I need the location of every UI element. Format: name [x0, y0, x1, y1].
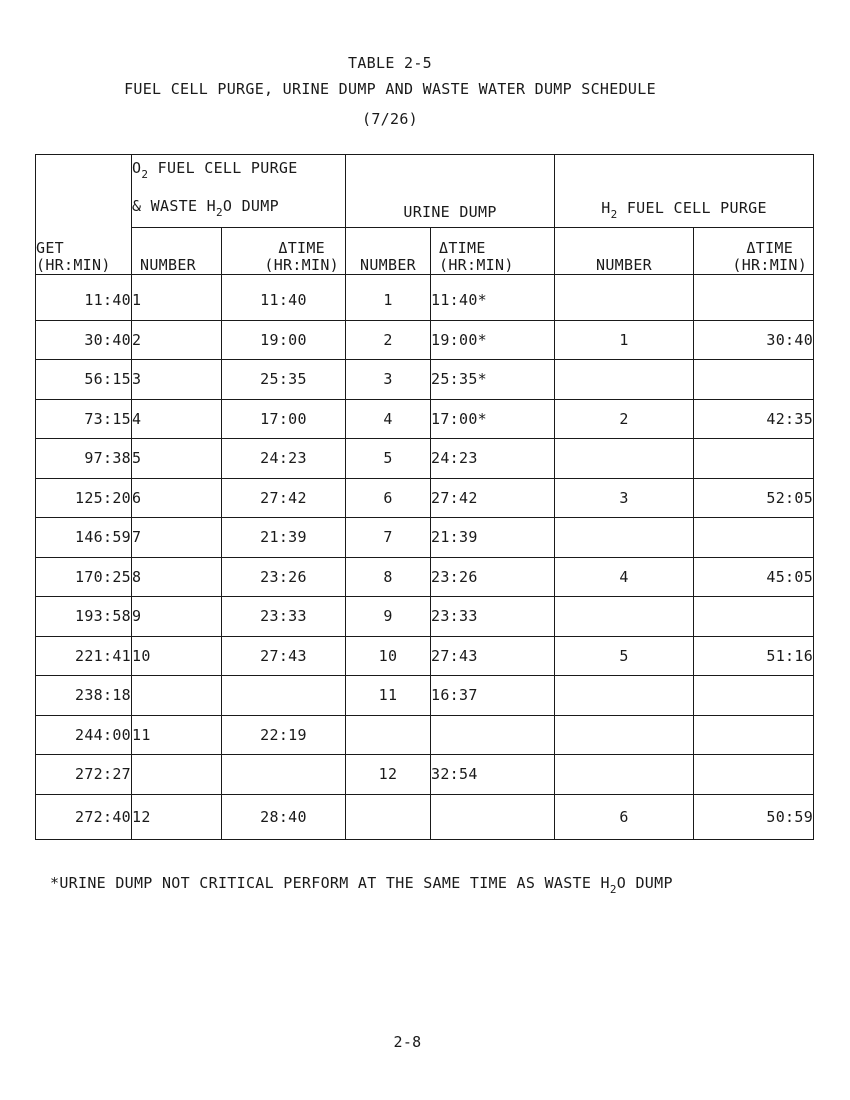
- o2-dtime-cell: 27:42: [222, 478, 346, 518]
- h2-number-header: NUMBER: [555, 228, 694, 275]
- h2-dtime-cell: [694, 715, 814, 755]
- get-cell: 125:20: [36, 478, 132, 518]
- urine-dtime-cell: 16:37: [431, 676, 555, 716]
- get-cell: 272:40: [36, 794, 132, 839]
- h2-number-cell: [555, 439, 694, 479]
- o2-dtime-cell: 23:26: [222, 557, 346, 597]
- h2-number-cell: 1: [555, 320, 694, 360]
- urine-number-cell: 2: [346, 320, 431, 360]
- table-row: [36, 715, 814, 755]
- h2-dtime-cell: [694, 755, 814, 795]
- get-header-units: (HR:MIN): [36, 256, 111, 274]
- urine-dtime-cell: [431, 794, 555, 839]
- o2-number-cell: 10: [132, 636, 222, 676]
- table-row: [36, 676, 814, 716]
- table-row: [36, 399, 814, 439]
- urine-number-cell: 12: [346, 755, 431, 795]
- o2-number-header: NUMBER: [132, 228, 222, 275]
- urine-number-cell: 4: [346, 399, 431, 439]
- h2-dtime-cell: [694, 275, 814, 321]
- h2-number-cell: 5: [555, 636, 694, 676]
- o2-number-cell: 3: [132, 360, 222, 400]
- urine-dtime-cell: 27:42: [431, 478, 555, 518]
- o2-dtime-cell: 24:23: [222, 439, 346, 479]
- urine-dtime-cell: 21:39: [431, 518, 555, 558]
- table-row: [36, 794, 814, 839]
- h2-dtime-cell: 30:40: [694, 320, 814, 360]
- o2-number-cell: 6: [132, 478, 222, 518]
- get-cell: 56:15: [36, 360, 132, 400]
- urine-number-cell: [346, 794, 431, 839]
- o2-number-cell: 7: [132, 518, 222, 558]
- get-cell: 73:15: [36, 399, 132, 439]
- h2-dtime-cell: [694, 676, 814, 716]
- o2-number-cell: 11: [132, 715, 222, 755]
- h2-number-cell: [555, 275, 694, 321]
- table-row: [36, 320, 814, 360]
- schedule-body: [36, 275, 814, 840]
- urine-number-cell: 9: [346, 597, 431, 637]
- h2-purge-group-header: $H_2$ FUEL CELL PURGE: [555, 155, 814, 228]
- urine-dtime-cell: 19:00*: [431, 320, 555, 360]
- table-row: [36, 636, 814, 676]
- o2-dtime-cell: 11:40: [222, 275, 346, 321]
- h2-dtime-cell: [694, 439, 814, 479]
- urine-dump-group-header: URINE DUMP: [346, 155, 555, 228]
- o2-number-cell: [132, 755, 222, 795]
- urine-dtime-cell: 11:40*: [431, 275, 555, 321]
- table-row: [36, 439, 814, 479]
- o2-dtime-cell: 28:40: [222, 794, 346, 839]
- o2-dtime-cell: 27:43: [222, 636, 346, 676]
- h2-dtime-cell: 51:16: [694, 636, 814, 676]
- table-title: FUEL CELL PURGE, URINE DUMP AND WASTE WATER DUMP SCHEDULE: [124, 80, 656, 98]
- urine-dtime-cell: 25:35*: [431, 360, 555, 400]
- h2-number-cell: 6: [555, 794, 694, 839]
- h2-number-cell: [555, 360, 694, 400]
- get-cell: 244:00: [36, 715, 132, 755]
- get-column-header: [36, 155, 132, 275]
- schedule-table: [35, 154, 814, 840]
- urine-dtime-cell: 17:00*: [431, 399, 555, 439]
- o2-dtime-cell: 23:33: [222, 597, 346, 637]
- h2-number-cell: [555, 597, 694, 637]
- table-label: TABLE 2-5: [348, 54, 432, 72]
- o2-number-cell: 1: [132, 275, 222, 321]
- o2-number-cell: 5: [132, 439, 222, 479]
- o2-header-line2: & WASTE $H_2O$ DUMP: [132, 197, 279, 219]
- o2-number-cell: 12: [132, 794, 222, 839]
- o2-dtime-cell: 22:19: [222, 715, 346, 755]
- page-number: 2-8: [393, 1033, 422, 1051]
- h2-dtime-cell: 50:59: [694, 794, 814, 839]
- get-cell: 170:25: [36, 557, 132, 597]
- urine-dtime-cell: 27:43: [431, 636, 555, 676]
- o2-dtime-cell: [222, 676, 346, 716]
- get-cell: 238:18: [36, 676, 132, 716]
- urine-number-cell: 6: [346, 478, 431, 518]
- urine-number-cell: 11: [346, 676, 431, 716]
- h2-number-cell: [555, 518, 694, 558]
- urine-number-cell: 10: [346, 636, 431, 676]
- o2-number-cell: 9: [132, 597, 222, 637]
- table-row: [36, 275, 814, 321]
- table-row: [36, 518, 814, 558]
- urine-dtime-cell: 32:54: [431, 755, 555, 795]
- urine-dtime-cell: 23:33: [431, 597, 555, 637]
- h2-dtime-header: ΔTIME (HR:MIN): [694, 228, 814, 275]
- urine-number-cell: 5: [346, 439, 431, 479]
- table-row: [36, 478, 814, 518]
- footnote: *URINE DUMP NOT CRITICAL PERFORM AT THE SAME TIME AS WASTE $H_2O$ DUMP: [50, 874, 673, 896]
- o2-dtime-cell: 21:39: [222, 518, 346, 558]
- o2-dtime-cell: 19:00: [222, 320, 346, 360]
- o2-number-cell: 4: [132, 399, 222, 439]
- urine-number-cell: [346, 715, 431, 755]
- urine-dtime-cell: [431, 715, 555, 755]
- get-header-label: GET: [36, 239, 64, 257]
- h2-dtime-cell: 45:05: [694, 557, 814, 597]
- o2-number-cell: 2: [132, 320, 222, 360]
- urine-number-cell: 3: [346, 360, 431, 400]
- h2-dtime-cell: [694, 518, 814, 558]
- urine-number-cell: 1: [346, 275, 431, 321]
- o2-dtime-cell: 25:35: [222, 360, 346, 400]
- urine-number-cell: 8: [346, 557, 431, 597]
- h2-number-cell: [555, 755, 694, 795]
- o2-number-cell: [132, 676, 222, 716]
- h2-number-cell: 3: [555, 478, 694, 518]
- o2-purge-group-header: [132, 155, 346, 228]
- h2-dtime-cell: 52:05: [694, 478, 814, 518]
- o2-dtime-cell: 17:00: [222, 399, 346, 439]
- get-cell: 11:40: [36, 275, 132, 321]
- h2-number-cell: 4: [555, 557, 694, 597]
- table-date: (7/26): [362, 110, 418, 128]
- urine-number-cell: 7: [346, 518, 431, 558]
- urine-dtime-cell: 23:26: [431, 557, 555, 597]
- h2-number-cell: [555, 676, 694, 716]
- urine-dtime-header: ΔTIME (HR:MIN): [431, 228, 555, 275]
- get-cell: 193:58: [36, 597, 132, 637]
- h2-dtime-cell: [694, 360, 814, 400]
- urine-number-header: NUMBER: [346, 228, 431, 275]
- o2-number-cell: 8: [132, 557, 222, 597]
- o2-dtime-cell: [222, 755, 346, 795]
- get-cell: 221:41: [36, 636, 132, 676]
- h2-dtime-cell: 42:35: [694, 399, 814, 439]
- table-row: [36, 755, 814, 795]
- table-row: [36, 557, 814, 597]
- h2-number-cell: 2: [555, 399, 694, 439]
- table-row: [36, 597, 814, 637]
- o2-dtime-header: ΔTIME (HR:MIN): [222, 228, 346, 275]
- get-cell: 146:59: [36, 518, 132, 558]
- get-cell: 97:38: [36, 439, 132, 479]
- h2-dtime-cell: [694, 597, 814, 637]
- h2-number-cell: [555, 715, 694, 755]
- o2-header-line1: $O_2$ FUEL CELL PURGE: [132, 159, 298, 181]
- get-cell: 272:27: [36, 755, 132, 795]
- table-row: [36, 360, 814, 400]
- urine-dtime-cell: 24:23: [431, 439, 555, 479]
- get-cell: 30:40: [36, 320, 132, 360]
